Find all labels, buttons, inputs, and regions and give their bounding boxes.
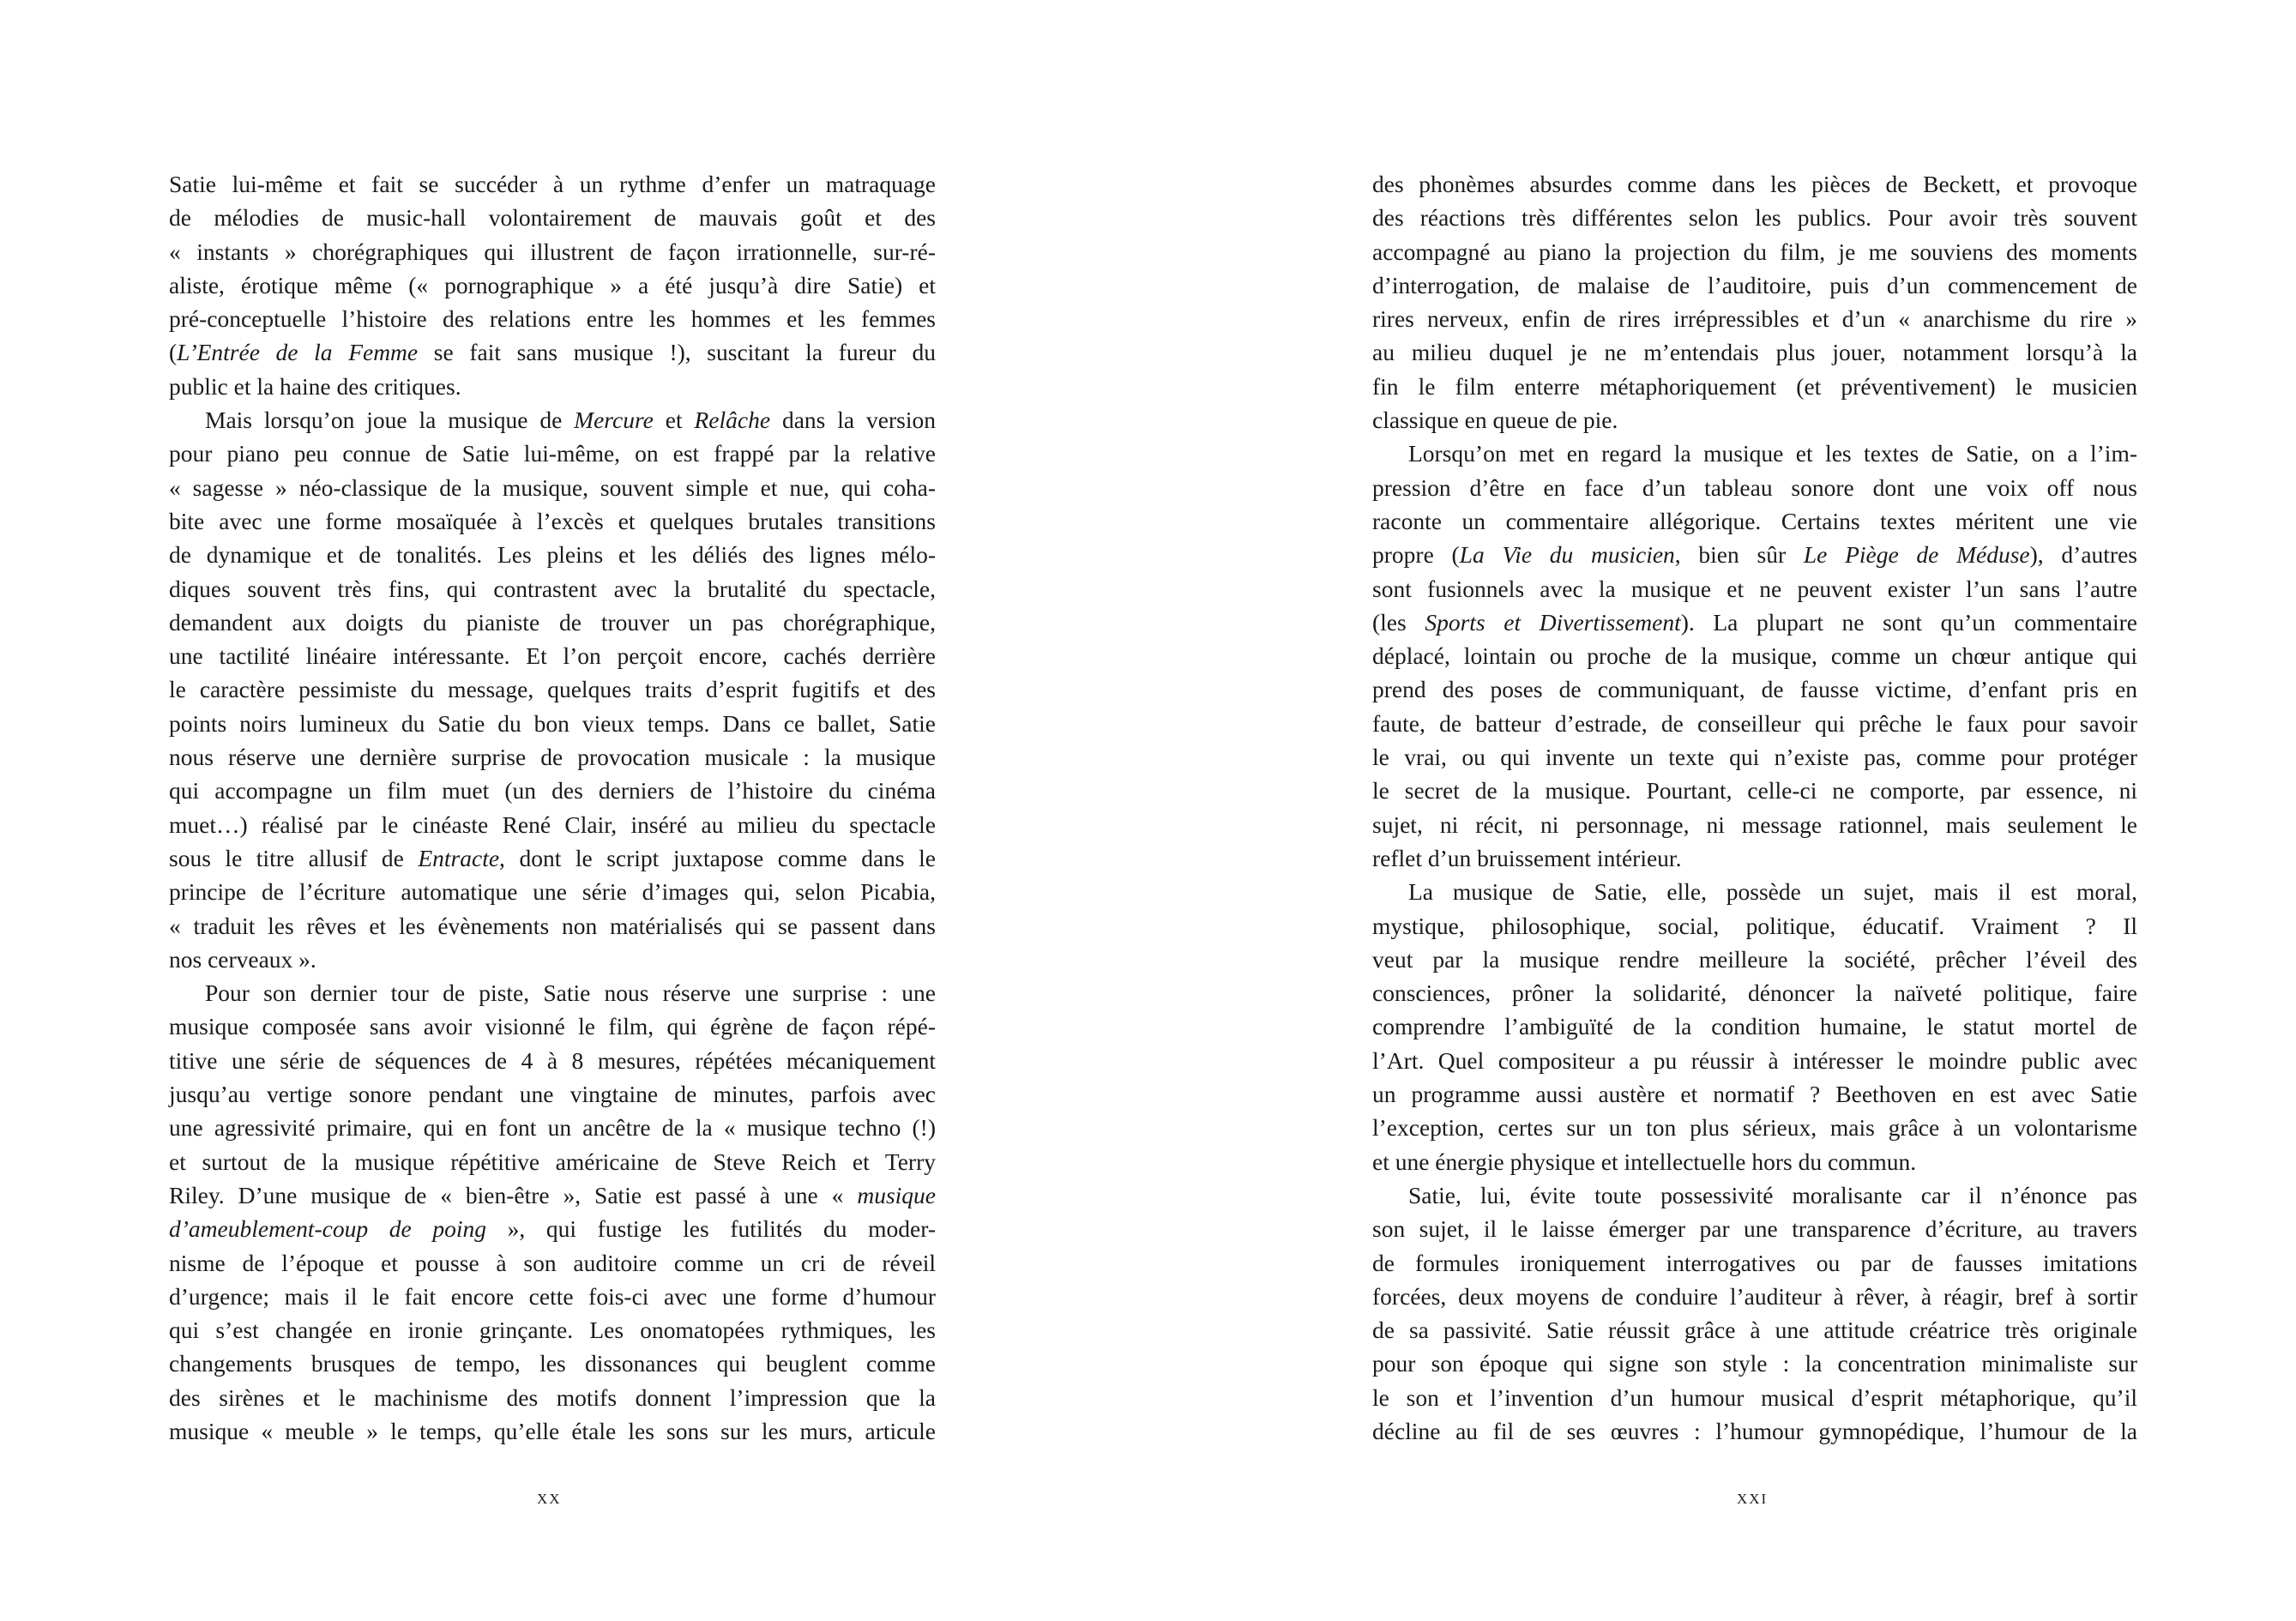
text-line: sujet, ni récit, ni personnage, ni message rationnel, mais seulement le bbox=[1372, 810, 2137, 838]
text-line bbox=[1372, 606, 2137, 639]
text-line: de sa passivité. Satie réussit grâce à une attitude créatrice très originale bbox=[1372, 1317, 2137, 1344]
paragraph bbox=[1372, 437, 2137, 875]
text-line: au milieu duquel je ne m’entendais plus jouer, notamment lorsqu’à la bbox=[1372, 339, 2137, 366]
text-segment: ). La plupart ne sont qu’un commentaire bbox=[1680, 608, 2137, 636]
paragraph bbox=[169, 976, 936, 1448]
text-line: « sagesse » néo-classique de la musique, souvent simple et nue, qui coha- bbox=[169, 473, 936, 501]
text-line: principe de l’écriture automatique une série d’images qui, selon Picabia, bbox=[169, 878, 936, 906]
body-text bbox=[169, 167, 936, 1448]
text-line: le son et l’invention d’un humour musical d’esprit métaphorique, qu’il bbox=[1372, 1383, 2137, 1411]
text-line: « traduit les rêves et les évènements non matérialisés qui se passent dans bbox=[169, 912, 936, 939]
text-line: musique composée sans avoir visionné le film, qui égrène de façon répé- bbox=[169, 1013, 936, 1040]
text-line: d’urgence; mais il le fait encore cette fois-ci avec une forme d’humour bbox=[169, 1282, 936, 1310]
text-line: une tactilité linéaire intéressante. Et l’on perçoit encore, cachés derrière bbox=[169, 642, 936, 670]
paragraph bbox=[169, 167, 936, 403]
italic-title: Le Piège de Méduse bbox=[1803, 541, 2030, 569]
text-line: une agressivité primaire, qui en font un ancêtre de la « musique techno (!) bbox=[169, 1114, 936, 1142]
text-line: forcées, deux moyens de conduire l’auditeur à rêver, à réagir, bref à sortir bbox=[1372, 1282, 2137, 1310]
paragraph bbox=[1372, 875, 2137, 1178]
text-segment: ( bbox=[169, 339, 178, 366]
text-line: nisme de l’époque et pousse à son auditoire comme un cri de réveil bbox=[169, 1249, 936, 1276]
text-line: veut par la musique rendre meilleure la société, prêcher l’éveil des bbox=[1372, 945, 2137, 973]
text-segment: sous le titre allusif de bbox=[169, 844, 419, 871]
text-line: pour piano peu connue de Satie lui-même, on est frappé par la relative bbox=[169, 440, 936, 467]
text-line: reflet d’un bruissement intérieur. bbox=[1372, 844, 1682, 871]
text-line: des sirènes et le machinisme des motifs donnent l’impression que la bbox=[169, 1383, 936, 1411]
text-segment: , dont le script juxtapose comme dans le bbox=[499, 844, 936, 871]
text-line: Satie, lui, évite toute possessivité moralisante car il n’énonce pas bbox=[1408, 1181, 2137, 1208]
text-line: points noirs lumineux du Satie du bon vieux temps. Dans ce ballet, Satie bbox=[169, 709, 936, 737]
text-line bbox=[169, 335, 936, 369]
text-line: aliste, érotique même (« pornographique » a été jusqu’à dire Satie) et bbox=[169, 271, 936, 298]
text-line: déplacé, lointain ou proche de la musique, comme un chœur antique qui bbox=[1372, 642, 2137, 670]
body-text bbox=[1372, 167, 2137, 1448]
page-number: xx bbox=[537, 1486, 562, 1509]
text-line: pression d’être en face d’un tableau sonore dont une voix off nous bbox=[1372, 473, 2137, 501]
text-line: accompagné au piano la projection du film, je me souviens des moments bbox=[1372, 238, 2137, 265]
text-line: « instants » chorégraphiques qui illustrent de façon irrationnelle, sur-ré- bbox=[169, 238, 936, 265]
text-line: qui accompagne un film muet (un des derniers de l’histoire du cinéma bbox=[169, 777, 936, 804]
text-segment: dans la version bbox=[770, 407, 936, 434]
text-line: le vrai, ou qui invente un texte qui n’existe pas, comme pour protéger bbox=[1372, 744, 2137, 771]
italic-title: Mercure bbox=[574, 407, 654, 434]
text-line: pour son époque qui signe son style : la concentration minimaliste sur bbox=[1372, 1350, 2137, 1377]
text-line: demandent aux doigts du pianiste de trouver un pas chorégraphique, bbox=[169, 608, 936, 636]
text-line: jusqu’au vertige sonore pendant une vingtaine de minutes, parfois avec bbox=[169, 1081, 936, 1108]
text-line: fin le film enterre métaphoriquement (et préventivement) le musicien bbox=[1372, 372, 2137, 400]
italic-title: Relâche bbox=[694, 407, 771, 434]
text-line: des réactions très différentes selon les publics. Pour avoir très souvent bbox=[1372, 204, 2137, 232]
text-line: public et la haine des critiques. bbox=[169, 372, 461, 400]
text-line: l’exception, certes sur un ton plus sérieux, mais grâce à un volontarisme bbox=[1372, 1114, 2137, 1142]
text-line: sont fusionnels avec la musique et ne peuvent exister l’un sans l’autre bbox=[1372, 575, 2137, 602]
text-line: La musique de Satie, elle, possède un sujet, mais il est moral, bbox=[1408, 878, 2137, 906]
text-line: un programme aussi austère et normatif ? Beethoven en est avec Satie bbox=[1372, 1081, 2137, 1108]
text-line: son sujet, il le laisse émerger par une transparence d’écriture, au travers bbox=[1372, 1215, 2137, 1243]
text-line: le caractère pessimiste du message, quelques traits d’esprit fugitifs et des bbox=[169, 676, 936, 703]
text-line bbox=[169, 403, 936, 437]
text-line: nous réserve une dernière surprise de provocation musicale : la musique bbox=[169, 744, 936, 771]
text-line: le secret de la musique. Pourtant, celle-ci ne comporte, par essence, ni bbox=[1372, 777, 2137, 804]
text-segment: et bbox=[653, 407, 695, 434]
text-line: faute, de batteur d’estrade, de conseilleur qui prêche le faux pour savoir bbox=[1372, 709, 2137, 737]
text-segment: Mais lorsqu’on joue la musique de bbox=[205, 407, 575, 434]
text-line: bite avec une forme mosaïquée à l’excès et quelques brutales transitions bbox=[169, 507, 936, 534]
text-segment: , bien sûr bbox=[1674, 541, 1804, 569]
text-line bbox=[169, 1178, 936, 1212]
text-segment: », qui fustige les futilités du moder- bbox=[486, 1215, 936, 1243]
paragraph bbox=[1372, 167, 2137, 437]
text-segment: (les bbox=[1372, 608, 1425, 636]
text-line: diques souvent très fins, qui contrastent avec la brutalité du spectacle, bbox=[169, 575, 936, 602]
italic-title: La Vie du musicien bbox=[1459, 541, 1675, 569]
paragraph bbox=[1372, 1178, 2137, 1448]
text-line: prend des poses de communiquant, de fausse victime, d’enfant pris en bbox=[1372, 676, 2137, 703]
text-segment: propre ( bbox=[1372, 541, 1460, 569]
text-line: muet…) réalisé par le cinéaste René Clair, inséré au milieu du spectacle bbox=[169, 810, 936, 838]
text-line: Pour son dernier tour de piste, Satie nous réserve une surprise : une bbox=[205, 979, 936, 1007]
text-line: Lorsqu’on met en regard la musique et les textes de Satie, on a l’im- bbox=[1408, 440, 2137, 467]
italic-title: L’Entrée de la Femme bbox=[177, 339, 419, 366]
text-line bbox=[169, 1212, 936, 1245]
right-page bbox=[1148, 0, 2296, 1621]
text-segment: Riley. D’une musique de « bien-être », Satie est passé à une « bbox=[169, 1181, 858, 1208]
text-line: et une énergie physique et intellectuelle hors du commun. bbox=[1372, 1148, 1917, 1175]
text-line: qui s’est changée en ironie grinçante. Les onomatopées rythmiques, les bbox=[169, 1317, 936, 1344]
text-line: de formules ironiquement interrogatives ou par de fausses imitations bbox=[1372, 1249, 2137, 1276]
text-line: nos cerveaux ». bbox=[169, 945, 316, 973]
text-line: mystique, philosophique, social, politique, éducatif. Vraiment ? Il bbox=[1372, 912, 2137, 939]
paragraph bbox=[169, 403, 936, 976]
text-line: comprendre l’ambiguïté de la condition humaine, le statut mortel de bbox=[1372, 1013, 2137, 1040]
text-segment: ), d’autres bbox=[2029, 541, 2137, 569]
text-line: rires nerveux, enfin de rires irrépressibles et d’un « anarchisme du rire » bbox=[1372, 305, 2137, 333]
text-line: l’Art. Quel compositeur a pu réussir à intéresser le moindre public avec bbox=[1372, 1046, 2137, 1074]
italic-title: Sports et Divertissement bbox=[1425, 608, 1681, 636]
page-number: xxi bbox=[1737, 1486, 1769, 1509]
text-line: et surtout de la musique répétitive américaine de Steve Reich et Terry bbox=[169, 1148, 936, 1175]
text-line bbox=[169, 841, 936, 875]
text-line: musique « meuble » le temps, qu’elle étale les sons sur les murs, articule bbox=[169, 1417, 936, 1444]
text-line: consciences, prôner la solidarité, dénoncer la naïveté politique, faire bbox=[1372, 979, 2137, 1007]
text-line: classique en queue de pie. bbox=[1372, 407, 1618, 434]
text-line: des phonèmes absurdes comme dans les pièces de Beckett, et provoque bbox=[1372, 171, 2137, 197]
text-line: décline au fil de ses œuvres : l’humour gymnopédique, l’humour de la bbox=[1372, 1417, 2137, 1444]
text-line: raconte un commentaire allégorique. Certains textes méritent une vie bbox=[1372, 507, 2137, 534]
italic-title: Entracte bbox=[418, 844, 500, 871]
text-line: titive une série de séquences de 4 à 8 mesures, répétées mécaniquement bbox=[169, 1046, 936, 1074]
text-line bbox=[1372, 538, 2137, 571]
text-line: de dynamique et de tonalités. Les pleins et les déliés des lignes mélo- bbox=[169, 541, 936, 569]
italic-title: d’ameublement-coup de poing bbox=[169, 1215, 487, 1243]
text-line: de mélodies de music-hall volontairement de mauvais goût et des bbox=[169, 204, 936, 232]
text-segment: se fait sans musique !), suscitant la fureur du bbox=[418, 339, 936, 366]
text-line: changements brusques de tempo, les dissonances qui beuglent comme bbox=[169, 1350, 936, 1377]
text-line: d’interrogation, de malaise de l’auditoire, puis d’un commencement de bbox=[1372, 271, 2137, 298]
text-line: pré-conceptuelle l’histoire des relations entre les hommes et les femmes bbox=[169, 305, 936, 333]
italic-title: musique bbox=[857, 1181, 936, 1208]
text-line: Satie lui-même et fait se succéder à un rythme d’enfer un matraquage bbox=[169, 171, 936, 197]
